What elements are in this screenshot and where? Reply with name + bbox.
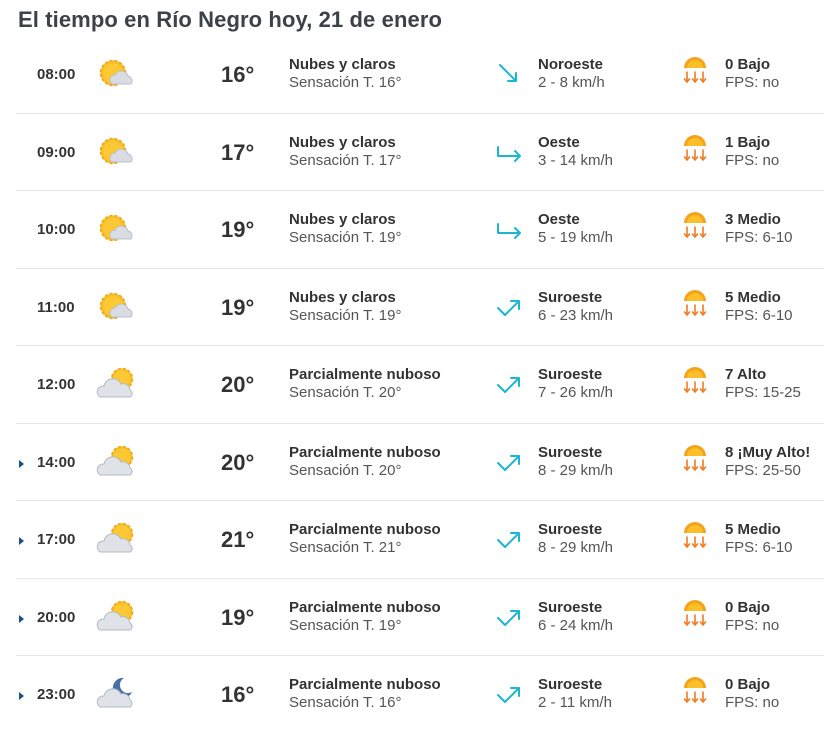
- condition-block: [289, 56, 401, 92]
- condition-block: [289, 366, 441, 402]
- uv-sun-icon: [682, 522, 708, 552]
- condition-text: Nubes y claros: [289, 288, 396, 306]
- forecast-time: 20:00: [37, 608, 76, 626]
- fps-text: FPS: 6-10: [725, 229, 793, 246]
- page-title: El tiempo en Río Negro hoy, 21 de enero: [18, 7, 443, 32]
- wind-speed: 8 - 29 km/h: [538, 539, 614, 556]
- wind-block: [538, 366, 613, 402]
- wind-direction: Suroeste: [538, 598, 603, 616]
- uv-level: 1 Bajo: [725, 133, 771, 151]
- forecast-row: [16, 346, 824, 424]
- condition-block: [289, 521, 441, 557]
- temperature: 20°: [221, 449, 255, 475]
- wind-block: [538, 289, 613, 325]
- feels-like-text: Sensación T. 19°: [289, 616, 402, 634]
- fps-text: FPS: no: [725, 151, 780, 169]
- wind-block: [538, 676, 612, 712]
- forecast-time: 12:00: [37, 376, 76, 393]
- sun-cloud-icon: [96, 209, 138, 247]
- forecast-time: 11:00: [37, 298, 75, 316]
- uv-sun-icon: [682, 445, 708, 475]
- wind-speed: 3 - 14 km/h: [538, 151, 614, 169]
- uv-level: 5 Medio: [725, 288, 781, 306]
- cloud-sun-icon: [96, 519, 138, 557]
- condition-block: [289, 444, 441, 480]
- cloud-moon-icon: [96, 674, 138, 712]
- temperature: 20°: [221, 372, 255, 397]
- uv-block: [725, 289, 793, 325]
- hourly-forecast-table: [16, 36, 824, 734]
- wind-speed: 8 - 29 km/h: [538, 461, 614, 479]
- feels-like-text: Sensación T. 16°: [289, 74, 402, 91]
- forecast-row: [16, 114, 824, 192]
- uv-block: [725, 599, 779, 635]
- feels-like-text: Sensación T. 19°: [289, 229, 402, 246]
- wind-speed: 7 - 26 km/h: [538, 384, 614, 401]
- wind-block: [538, 599, 613, 635]
- uv-level: 7 Alto: [725, 366, 767, 383]
- wind-direction: Oeste: [538, 133, 580, 151]
- temperature: 17°: [221, 139, 255, 165]
- wind-direction: Suroeste: [538, 521, 603, 538]
- uv-level: 8 ¡Muy Alto!: [725, 443, 811, 461]
- wind-block: [538, 56, 605, 92]
- condition-block: [289, 289, 401, 325]
- wind-speed: 6 - 23 km/h: [538, 306, 614, 324]
- forecast-time: 10:00: [37, 221, 76, 238]
- cloud-sun-icon: [96, 442, 138, 480]
- condition-text: Parcialmente nuboso: [289, 676, 441, 693]
- feels-like-text: Sensación T. 17°: [289, 151, 402, 169]
- expand-row-caret-icon[interactable]: [19, 692, 24, 700]
- wind-direction: Suroeste: [538, 443, 603, 461]
- temperature: 19°: [221, 217, 255, 242]
- arrow-down-right-icon: [494, 61, 524, 87]
- temperature: 16°: [221, 62, 255, 87]
- uv-block: [725, 366, 801, 402]
- cloud-sun-icon: [96, 597, 138, 635]
- uv-block: [725, 134, 779, 170]
- uv-block: [725, 211, 793, 247]
- wind-speed: 6 - 24 km/h: [538, 616, 614, 634]
- arrow-right-icon: [494, 139, 524, 165]
- forecast-row[interactable]: [16, 579, 824, 657]
- temperature: 21°: [221, 527, 255, 552]
- condition-text: Nubes y claros: [289, 133, 396, 151]
- condition-text: Parcialmente nuboso: [289, 598, 441, 616]
- wind-direction: Suroeste: [538, 288, 603, 306]
- condition-block: [289, 676, 441, 712]
- forecast-time: 14:00: [37, 453, 76, 471]
- uv-sun-icon: [682, 290, 708, 320]
- fps-text: FPS: no: [725, 694, 780, 711]
- uv-block: [725, 676, 779, 712]
- uv-block: [725, 56, 779, 92]
- arrow-up-right-icon: [494, 449, 524, 475]
- expand-row-caret-icon[interactable]: [19, 537, 24, 545]
- arrow-up-right-icon: [494, 371, 524, 397]
- wind-speed: 2 - 8 km/h: [538, 74, 605, 91]
- uv-sun-icon: [682, 212, 708, 242]
- wind-speed: 2 - 11 km/h: [538, 694, 612, 711]
- condition-block: [289, 599, 441, 635]
- uv-sun-icon: [682, 57, 708, 87]
- uv-sun-icon: [682, 367, 708, 397]
- fps-text: FPS: 25-50: [725, 461, 801, 479]
- fps-text: FPS: no: [725, 74, 780, 91]
- forecast-row[interactable]: [16, 656, 824, 734]
- temperature: 19°: [221, 604, 255, 630]
- wind-direction: Noroeste: [538, 56, 604, 73]
- wind-direction: Suroeste: [538, 676, 603, 693]
- fps-text: FPS: no: [725, 616, 780, 634]
- wind-speed: 5 - 19 km/h: [538, 229, 614, 246]
- condition-block: [289, 134, 401, 170]
- condition-text: Parcialmente nuboso: [289, 366, 441, 383]
- feels-like-text: Sensación T. 21°: [289, 539, 402, 556]
- expand-row-caret-icon[interactable]: [19, 615, 24, 623]
- feels-like-text: Sensación T. 20°: [289, 461, 402, 479]
- uv-sun-icon: [682, 600, 708, 630]
- temperature: 19°: [221, 294, 255, 320]
- forecast-row: [16, 191, 824, 269]
- arrow-up-right-icon: [494, 681, 524, 707]
- condition-block: [289, 211, 401, 247]
- expand-row-caret-icon[interactable]: [19, 460, 24, 468]
- wind-block: [538, 134, 613, 170]
- forecast-time: 08:00: [37, 66, 76, 83]
- forecast-row: [16, 269, 824, 347]
- uv-level: 0 Bajo: [725, 598, 771, 616]
- cloud-sun-icon: [96, 364, 138, 402]
- uv-sun-icon: [682, 677, 708, 707]
- forecast-time: 23:00: [37, 686, 76, 703]
- wind-direction: Suroeste: [538, 366, 603, 383]
- wind-direction: Oeste: [538, 211, 580, 228]
- condition-text: Parcialmente nuboso: [289, 443, 441, 461]
- feels-like-text: Sensación T. 19°: [289, 306, 402, 324]
- uv-level: 0 Bajo: [725, 56, 771, 73]
- arrow-up-right-icon: [494, 294, 524, 320]
- sun-cloud-icon: [96, 54, 138, 92]
- condition-text: Parcialmente nuboso: [289, 521, 441, 538]
- fps-text: FPS: 6-10: [725, 306, 793, 324]
- forecast-row: [16, 36, 824, 114]
- sun-cloud-icon: [96, 132, 138, 170]
- feels-like-text: Sensación T. 16°: [289, 694, 402, 711]
- arrow-up-right-icon: [494, 526, 524, 552]
- forecast-row[interactable]: [16, 424, 824, 502]
- condition-text: Nubes y claros: [289, 56, 396, 73]
- uv-level: 0 Bajo: [725, 676, 771, 693]
- fps-text: FPS: 6-10: [725, 539, 793, 556]
- forecast-row[interactable]: [16, 501, 824, 579]
- condition-text: Nubes y claros: [289, 211, 396, 228]
- uv-block: [725, 444, 810, 480]
- uv-level: 3 Medio: [725, 211, 781, 228]
- wind-block: [538, 521, 613, 557]
- sun-cloud-icon: [96, 287, 138, 325]
- forecast-time: 17:00: [37, 531, 76, 548]
- arrow-right-icon: [494, 216, 524, 242]
- temperature: 16°: [221, 682, 255, 707]
- uv-block: [725, 521, 793, 557]
- wind-block: [538, 444, 613, 480]
- uv-sun-icon: [682, 135, 708, 165]
- arrow-up-right-icon: [494, 604, 524, 630]
- feels-like-text: Sensación T. 20°: [289, 384, 402, 401]
- forecast-time: 09:00: [37, 143, 76, 161]
- uv-level: 5 Medio: [725, 521, 781, 538]
- fps-text: FPS: 15-25: [725, 384, 801, 401]
- wind-block: [538, 211, 613, 247]
